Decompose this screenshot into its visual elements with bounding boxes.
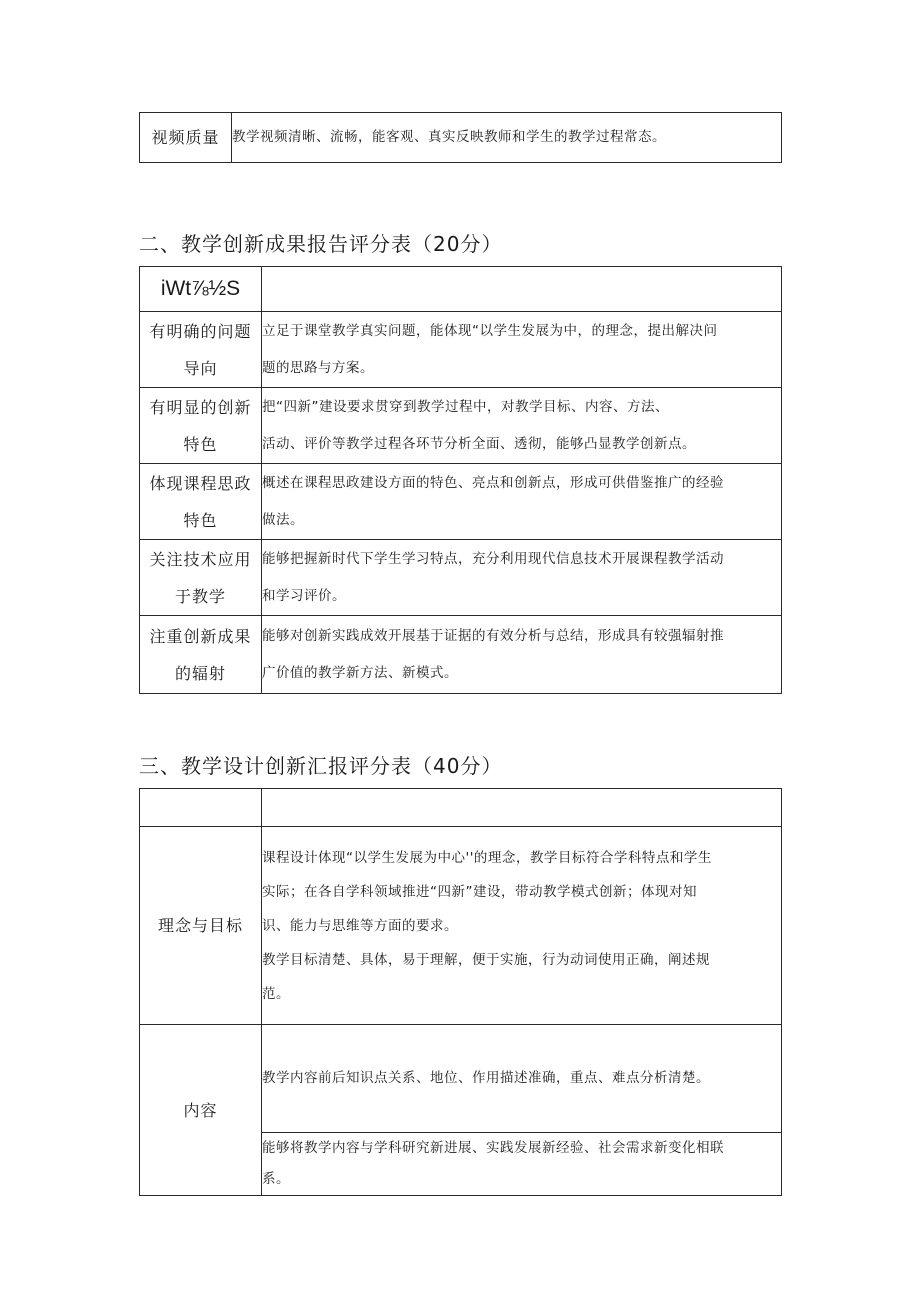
criterion-label <box>140 464 262 540</box>
video-quality-table <box>139 112 782 163</box>
table-row <box>140 1025 782 1133</box>
table-header-row <box>140 267 782 312</box>
header-cell-empty <box>262 267 782 312</box>
table-row <box>140 113 782 163</box>
header-cell: iWt⅞½S <box>140 267 262 312</box>
description-line: 能够将教学内容与学科研究新进展、实践发展新经验、社会需求新变化相联 <box>262 1140 724 1156</box>
criterion-label-line: 关注技术应用 <box>149 549 252 569</box>
criterion-label <box>140 616 262 694</box>
header-cell-empty <box>140 789 262 827</box>
description-line: 能够对创新实践成效开展基于证据的有效分析与总结，形成具有较强辐射推 <box>262 627 724 644</box>
description-line: 和学习评价。 <box>262 587 346 604</box>
criterion-description <box>262 1133 782 1196</box>
description-line: 做法。 <box>262 511 304 528</box>
section-title-design-report: 三、教学设计创新汇报评分表（40分） <box>139 754 503 778</box>
criterion-description: 教学视频清晰、流畅，能客观、真实反映教师和学生的教学过程常态。 <box>232 113 782 163</box>
description-line: 立足于课堂教学真实问题，能体现“以学生发展为中，的理念，提出解决问 <box>262 322 718 339</box>
description-line: 教学目标清楚、具体，易于理解，便于实施，行为动词使用正确，阐述规 <box>262 951 710 968</box>
criterion-label-line: 特色 <box>183 434 218 454</box>
criterion-description: 教学内容前后知识点关系、地位、作用描述准确，重点、难点分析清楚。 <box>262 1025 782 1133</box>
section-title-innovation-report: 二、教学创新成果报告评分表（20分） <box>139 232 503 256</box>
table-row <box>140 540 782 616</box>
criterion-label <box>140 540 262 616</box>
description-line: 广价值的教学新方法、新模式。 <box>262 664 458 681</box>
table-row <box>140 388 782 464</box>
criterion-description <box>262 388 782 464</box>
header-cell-empty <box>262 789 782 827</box>
criterion-label-line: 体现课程思政 <box>149 473 252 493</box>
criterion-description <box>262 540 782 616</box>
criterion-description <box>262 464 782 540</box>
criterion-description <box>262 616 782 694</box>
description-line: 系。 <box>262 1171 290 1187</box>
table-row <box>140 312 782 388</box>
description-line: 活动、评价等教学过程各环节分析全面、透彻，能够凸显教学创新点。 <box>262 435 696 452</box>
table-row <box>140 464 782 540</box>
description-line: 范。 <box>262 985 290 1002</box>
table-header-row <box>140 789 782 827</box>
description-line: 实际；在各自学科领域推进“四新”建设，带动教学模式创新；体现对知 <box>262 883 697 900</box>
criterion-label-line: 注重创新成果 <box>149 626 252 646</box>
description-line: 识、能力与思维等方面的要求。 <box>262 917 458 934</box>
table-row <box>140 616 782 694</box>
criterion-label-line: 于教学 <box>174 586 226 606</box>
table-row <box>140 827 782 1025</box>
description-line: 题的思路与方案。 <box>262 359 374 376</box>
criterion-label-line: 导向 <box>183 358 218 378</box>
criterion-label-line: 特色 <box>183 510 218 530</box>
innovation-report-table <box>139 266 782 694</box>
criterion-label: 理念与目标 <box>140 827 262 1025</box>
criterion-label <box>140 388 262 464</box>
criterion-description <box>262 312 782 388</box>
design-report-table <box>139 788 782 1196</box>
criterion-label-line: 有明确的问题 <box>149 321 252 341</box>
criterion-label: 内容 <box>140 1025 262 1196</box>
criterion-label <box>140 312 262 388</box>
description-line: 把“四新”建设要求贯穿到教学过程中，对教学目标、内容、方法、 <box>262 398 669 415</box>
description-line: 概述在课程思政建设方面的特色、亮点和创新点，形成可供借鉴推广的经验 <box>262 474 724 491</box>
description-line: 能够把握新时代下学生学习特点，充分利用现代信息技术开展课程教学活动 <box>262 550 724 567</box>
criterion-label: 视频质量 <box>140 113 232 163</box>
description-line: 课程设计体现“以学生发展为中心''的理念，教学目标符合学科特点和学生 <box>262 849 712 866</box>
criterion-label-line: 的辐射 <box>174 663 226 683</box>
criterion-description <box>262 827 782 1025</box>
criterion-label-line: 有明显的创新 <box>149 397 252 417</box>
